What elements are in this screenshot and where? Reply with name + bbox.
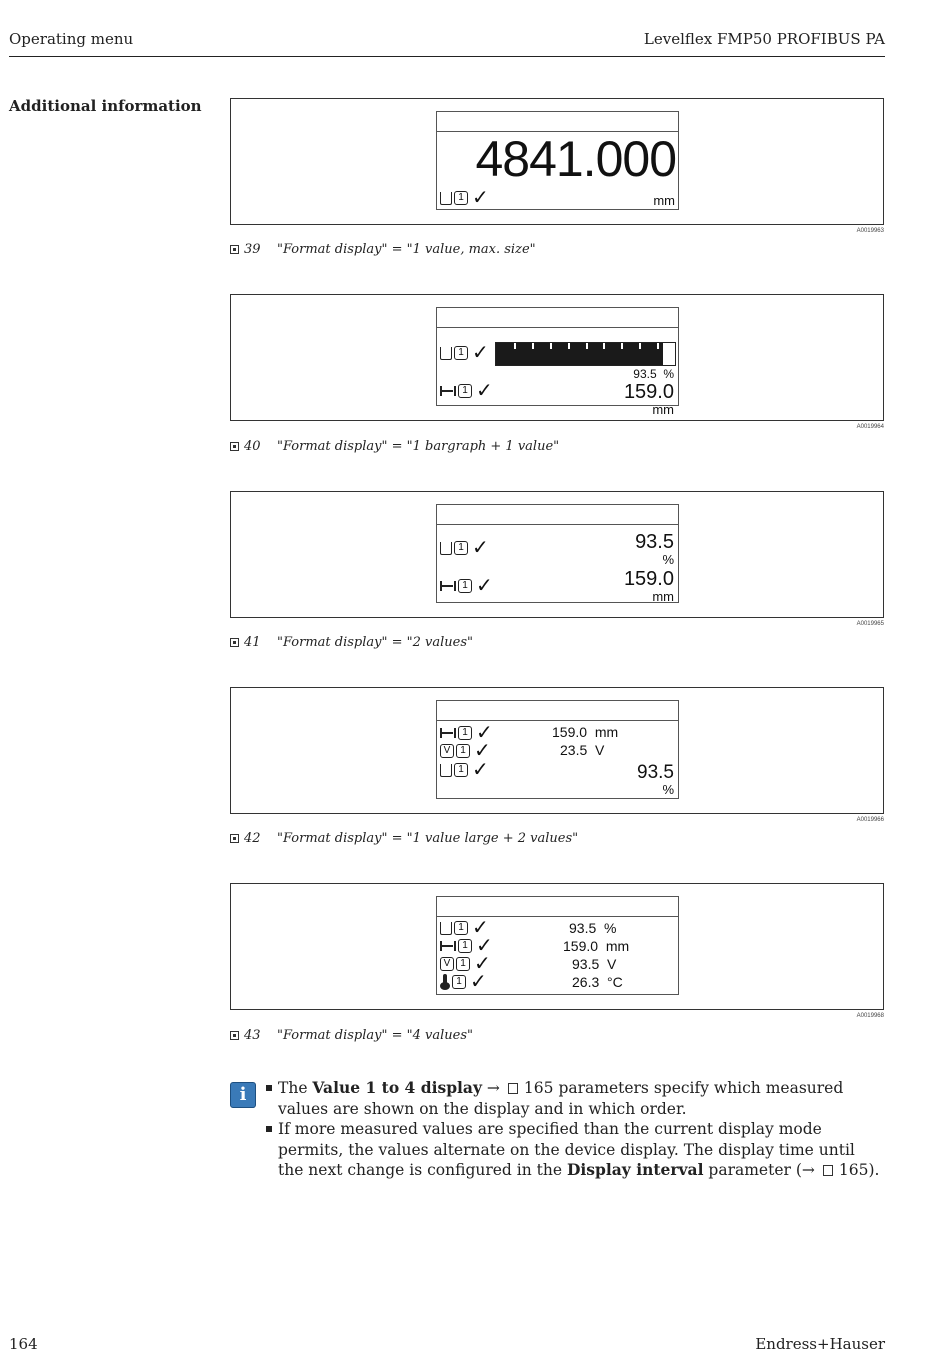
status-icons [440, 759, 489, 781]
channel-icon: 1 [456, 957, 470, 971]
caption-text: "Format display" = "1 value large + 2 values" [277, 831, 579, 846]
footer-brand: Endress+Hauser [755, 1335, 885, 1353]
page-reference-icon [823, 1165, 833, 1176]
status-icons [440, 740, 491, 762]
voltage-icon: V [440, 744, 454, 758]
figure-code: A0019964 [856, 424, 884, 430]
unit-2: mm [652, 589, 674, 604]
display-screen [436, 700, 679, 799]
display-screen [436, 307, 679, 417]
check-icon: ✓ [470, 971, 487, 993]
figure-43-frame [230, 883, 884, 1010]
bullet-item: The Value 1 to 4 display → 165 parameters specify which measured values are shown on the display and in which order. [264, 1078, 884, 1119]
measured-value: 159.0 [623, 381, 674, 403]
header-section: Operating menu [9, 30, 134, 48]
unit-label: mm [653, 193, 675, 208]
unit-label: mm [652, 402, 674, 417]
channel-icon: 1 [458, 579, 472, 593]
bargraph-tick [621, 343, 623, 349]
bargraph-tick [603, 343, 605, 349]
bargraph-ticks [496, 343, 675, 365]
row-value-2: 159.0 mm [563, 938, 630, 954]
bargraph-value: 93.5 % [633, 367, 674, 381]
figure-caption [230, 439, 559, 454]
distance-icon [440, 728, 456, 738]
status-icons [440, 380, 493, 402]
figure-42-frame [230, 687, 884, 814]
bargraph-tick [639, 343, 641, 349]
tank-icon [440, 922, 452, 935]
bargraph-tick [657, 343, 659, 349]
check-icon: ✓ [476, 722, 493, 744]
figure-icon [230, 834, 239, 843]
check-icon: ✓ [476, 935, 493, 957]
thermometer-icon [440, 974, 450, 990]
page-reference[interactable]: 165 [838, 1161, 869, 1179]
channel-icon: 1 [454, 191, 468, 205]
bargraph-tick [550, 343, 552, 349]
check-icon: ✓ [474, 740, 491, 762]
figure-number: 41 [244, 635, 261, 650]
row-value-3: 93.5 V [572, 956, 617, 972]
status-icons [440, 575, 493, 597]
figure-code: A0019966 [856, 817, 884, 823]
figure-caption [230, 635, 473, 650]
caption-text: "Format display" = "1 value, max. size" [277, 242, 536, 257]
tank-icon [440, 764, 452, 777]
header-product: Levelflex FMP50 PROFIBUS PA [643, 30, 885, 48]
figure-number: 39 [244, 242, 261, 257]
check-icon: ✓ [472, 917, 489, 939]
figure-caption [230, 831, 578, 846]
figure-code: A0019965 [856, 621, 884, 627]
figure-caption [230, 242, 536, 257]
status-icons [440, 187, 489, 209]
side-title: Additional information [9, 97, 202, 115]
row-value-1: 93.5 % [569, 920, 617, 936]
caption-text: "Format display" = "1 bargraph + 1 value" [277, 439, 560, 454]
page-reference-icon [508, 1083, 518, 1094]
channel-icon: 1 [456, 744, 470, 758]
check-icon: ✓ [472, 537, 489, 559]
channel-icon: 1 [454, 921, 468, 935]
tank-icon [440, 192, 452, 205]
figure-icon [230, 638, 239, 647]
value-2: 159.0 [623, 568, 674, 590]
figure-caption [230, 1028, 473, 1043]
arrow-icon: → [486, 1079, 500, 1097]
display-header-bar [437, 701, 678, 721]
status-icons [440, 917, 489, 939]
small-value-2: 23.5 V [560, 742, 605, 758]
display-screen [436, 896, 679, 995]
channel-icon: 1 [458, 939, 472, 953]
channel-icon: 1 [458, 726, 472, 740]
voltage-icon: V [440, 957, 454, 971]
status-icons [440, 722, 493, 744]
distance-icon [440, 941, 456, 951]
figure-40-frame [230, 294, 884, 421]
page-number: 164 [9, 1335, 38, 1353]
header-rule [9, 56, 885, 57]
check-icon: ✓ [472, 759, 489, 781]
figure-number: 40 [244, 439, 261, 454]
value-1: 93.5 [635, 531, 674, 553]
tank-icon [440, 347, 452, 360]
check-icon: ✓ [472, 187, 489, 209]
figure-code: A0019963 [856, 228, 884, 234]
large-value: 93.5 [637, 762, 674, 783]
channel-icon: 1 [452, 975, 466, 989]
figure-number: 42 [244, 831, 261, 846]
figure-39-frame [230, 98, 884, 225]
figure-icon [230, 1031, 239, 1040]
parameter-name: Value 1 to 4 display [312, 1078, 482, 1097]
display-header-bar [437, 897, 678, 917]
distance-icon [440, 386, 456, 396]
bargraph-tick [514, 343, 516, 349]
tank-icon [440, 542, 452, 555]
status-icons [440, 953, 491, 975]
status-icons [440, 935, 493, 957]
status-icons [440, 342, 489, 364]
figure-icon [230, 442, 239, 451]
channel-icon: 1 [454, 346, 468, 360]
check-icon: ✓ [476, 575, 493, 597]
info-bullets [264, 1078, 884, 1181]
display-screen [436, 504, 679, 603]
display-header-bar [437, 505, 678, 525]
status-icons [440, 971, 487, 993]
caption-text: "Format display" = "2 values" [277, 635, 473, 650]
page-reference[interactable]: 165 [523, 1079, 554, 1097]
status-icons [440, 537, 489, 559]
check-icon: ✓ [472, 342, 489, 364]
check-icon: ✓ [476, 380, 493, 402]
channel-icon: 1 [458, 384, 472, 398]
unit-1: % [662, 552, 674, 567]
parameter-name: Display interval [566, 1160, 704, 1179]
figure-icon [230, 245, 239, 254]
large-unit: % [662, 782, 674, 797]
row-value-4: 26.3 °C [572, 974, 623, 990]
display-header-bar [437, 112, 678, 132]
channel-icon: 1 [454, 763, 468, 777]
info-icon: i [230, 1082, 256, 1108]
check-icon: ✓ [474, 953, 491, 975]
bargraph [495, 342, 676, 366]
figure-41-frame [230, 491, 884, 618]
bullet-item: If more measured values are specified than the current display mode permits, the values alternate on the device display. The display time until the next change is configured in the Display interval parameter (→ 165). [264, 1119, 884, 1181]
bargraph-tick [568, 343, 570, 349]
figure-number: 43 [244, 1028, 261, 1043]
distance-icon [440, 581, 456, 591]
display-header-bar [437, 308, 678, 328]
display-screen [436, 111, 679, 210]
bargraph-tick [586, 343, 588, 349]
caption-text: "Format display" = "4 values" [277, 1028, 473, 1043]
small-value-1: 159.0 mm [552, 724, 619, 740]
big-value: 4841.000 [475, 131, 676, 187]
channel-icon: 1 [454, 541, 468, 555]
figure-code: A0019968 [856, 1013, 884, 1019]
bargraph-tick [532, 343, 534, 349]
